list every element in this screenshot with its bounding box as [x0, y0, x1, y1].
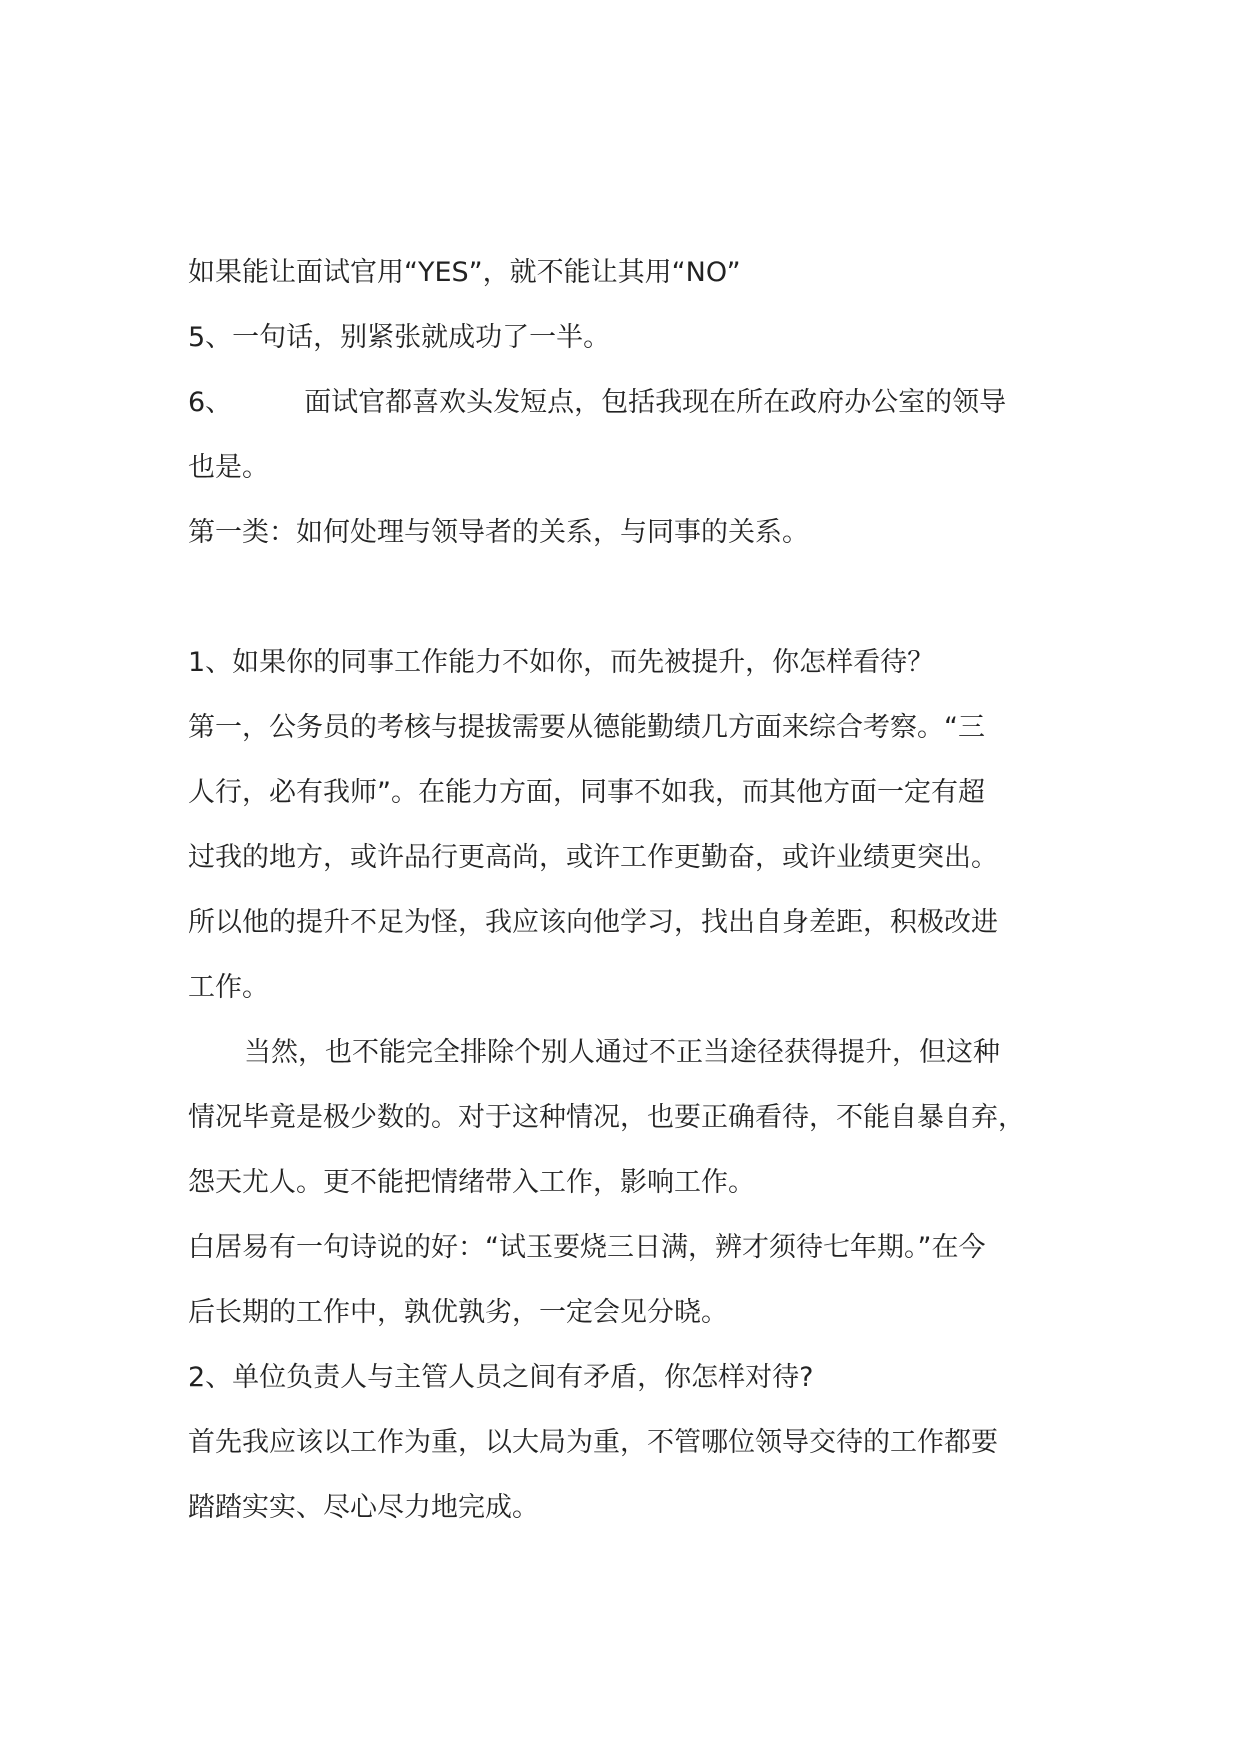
- text-line: 所以他的提升不足为怪，我应该向他学习，找出自身差距，积极改进: [188, 907, 998, 938]
- question-heading: 1、如果你的同事工作能力不如你，而先被提升，你怎样看待？: [188, 647, 935, 678]
- text-line: 第一，公务员的考核与提拔需要从德能勤绩几方面来综合考察。“三: [188, 712, 985, 743]
- text-line: 首先我应该以工作为重，以大局为重，不管哪位领导交待的工作都要: [188, 1427, 998, 1458]
- item-number: 6、: [188, 387, 233, 418]
- text-line-indented: 当然，也不能完全排除个别人通过不正当途径获得提升，但这种: [244, 1037, 1000, 1068]
- document-body: [188, 240, 1058, 1540]
- text-line-item-6: [188, 370, 1058, 435]
- text-line: 踏踏实实、尽心尽力地完成。: [188, 1492, 539, 1523]
- text-line: 人行，必有我师”。在能力方面，同事不如我，而其他方面一定有超: [188, 777, 985, 808]
- text-line: 也是。: [188, 452, 269, 483]
- text-line: 工作。: [188, 972, 269, 1003]
- text-line: 后长期的工作中，孰优孰劣，一定会见分晓。: [188, 1297, 728, 1328]
- text-line: 5、一句话，别紧张就成功了一半。: [188, 322, 611, 353]
- text-line: 情况毕竟是极少数的。对于这种情况，也要正确看待，不能自暴自弃，: [188, 1102, 1025, 1133]
- item-text: 面试官都喜欢头发短点，包括我现在所在政府办公室的领导: [304, 387, 1007, 418]
- text-line: 过我的地方，或许品行更高尚，或许工作更勤奋，或许业绩更突出。: [188, 842, 998, 873]
- text-line: 怨天尤人。更不能把情绪带入工作，影响工作。: [188, 1167, 755, 1198]
- text-line: 白居易有一句诗说的好：“试玉要烧三日满，辨才须待七年期。”在今: [188, 1232, 986, 1263]
- text-line: 如果能让面试官用“YES”，就不能让其用“NO”: [188, 257, 741, 288]
- section-heading: 第一类：如何处理与领导者的关系，与同事的关系。: [188, 517, 809, 548]
- question-heading: 2、单位负责人与主管人员之间有矛盾，你怎样对待?: [188, 1362, 814, 1393]
- blank-line: [188, 565, 1058, 630]
